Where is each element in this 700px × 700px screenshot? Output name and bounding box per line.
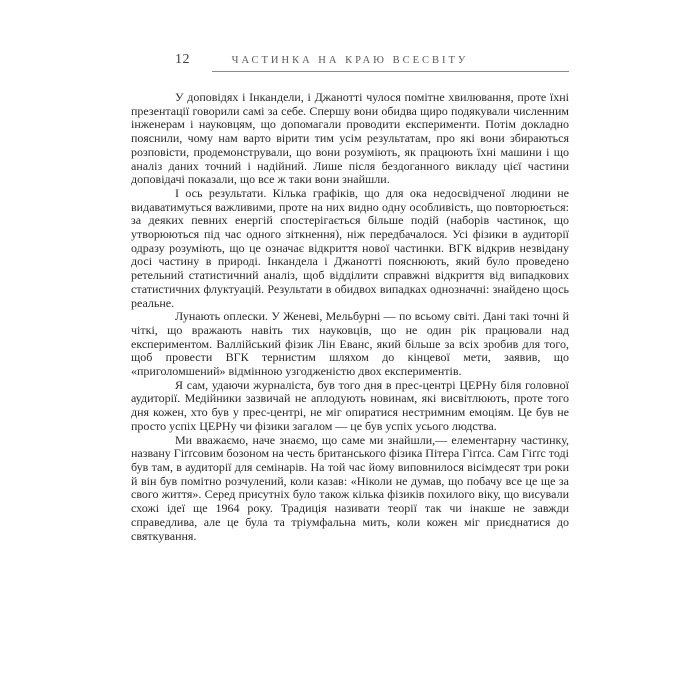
paragraph-2: І ось результати. Кілька графіків, що для ока недосвідченої людини не видаватимуться важливими, проте на них видно одну особливість, що повторюється: за деяких певних енергій спостерігається більше подій (наборів частинок, що утворюються під час одного зіткнення), ніж передбачалося. Усі фізики в аудиторії одразу розуміють, що це означає відкриття нової частинки. ВГК відкрив незвідану досі частину в природі. Інкандела і Джанотті пояснюють, який було проведено ретельний статистичний аналіз, щоб відділити справжні відкриття від випадкових статистичних флуктуацій. Результати в обидвох випадках однозначні: знайдено щось реальне. — [131, 185, 569, 310]
paragraph-5: Ми вважаємо, наче знаємо, що саме ми знайшли,— елементарну частинку, названу Гіґґсовим бозоном на честь британського фізика Пітера Гіґґса. Сам Гіґґс тоді був там, в аудиторії для семінарів. На той час йому виповнилося вісімдесят три роки й він був помітно розчулений, коли казав: «Ніколи не думав, що побачу все це ще за свого життя». Серед присутніх було також кілька фізиків похилого віку, що висували схожі ідеї ще 1964 року. Традиція називати теорії так чи інакше не завжди справедлива, але це була та тріумфальна мить, коли кожен міг приєднатися до святкування. — [131, 432, 569, 543]
paragraph-3: Лунають оплески. У Женеві, Мельбурні — по всьому світі. Дані такі точні й чіткі, що вражають навіть тих науковців, що не один рік працювали над експериментом. Валлійський фізик Лін Еванс, який більше за всіх зробив для того, щоб провести ВГК тернистим шляхом до кінцевої мети, заявив, що «приголомшений» відмінною узгодженістю двох експериментів. — [131, 309, 569, 379]
paragraph-1: У доповідях і Інкандели, і Джанотті чулося помітне хвилювання, проте їхні презентації говорили самі за себе. Спершу вони обидва щиро подякували численним інженерам і науковцям, що допомагали проводити експерименти. Потім докладно пояснили, чому нам варто вірити тим усім результатам, про які вони збираються розповісти, продемонстрували, що вони розуміють, як працюють їхні машини і що аналіз даних точний і надійний. Лише після бездоганного викладу цієї частини доповідачі показали, що все ж таки вони знайшли. — [131, 90, 569, 187]
paragraph-4: Я сам, удаючи журналіста, був того дня в прес-центрі ЦЕРНу біля головної аудиторії. Медійники зазвичай не аплодують новинам, які висвітлюють, проте того дня кожен, хто був у прес-центрі, не міг опиратися нестримним емоціям. Це був не просто успіх ЦЕРНу чи фізики загалом — це був успіх усього людства. — [131, 377, 569, 433]
page-number: 12 — [175, 52, 190, 67]
running-head-title: ЧАСТИНКА НА КРАЮ ВСЕСВІТУ — [231, 55, 469, 66]
header-rule — [212, 71, 569, 72]
page-header — [131, 51, 569, 73]
body-text — [131, 91, 569, 543]
